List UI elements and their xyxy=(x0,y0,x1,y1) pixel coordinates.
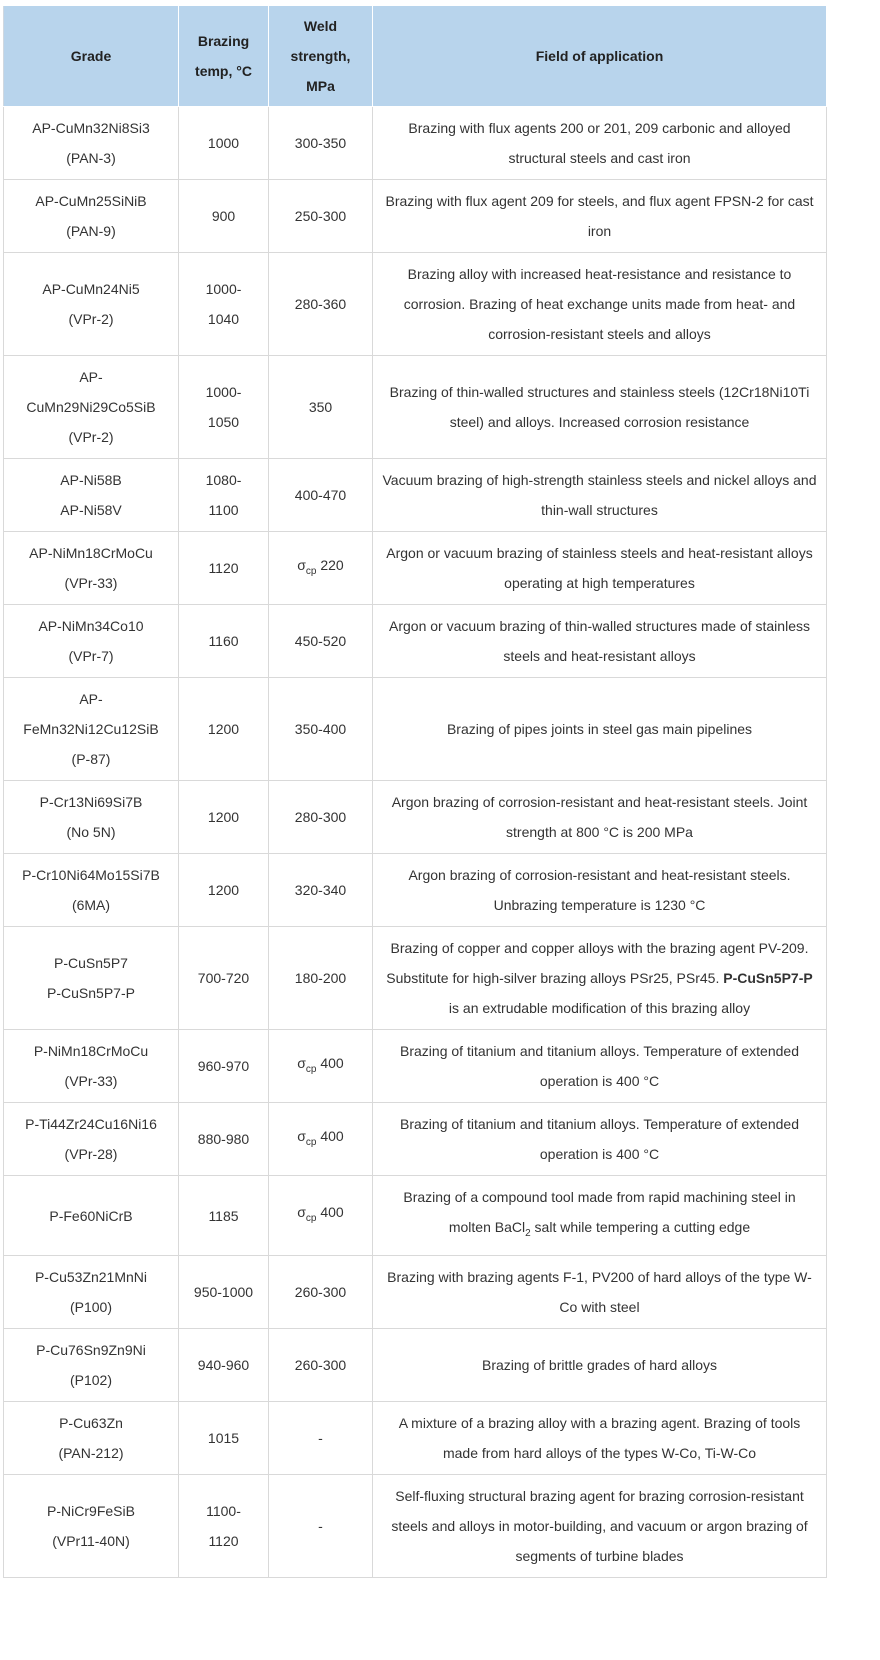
grade-line: AP-Ni58B xyxy=(60,472,122,488)
cell-weld-strength xyxy=(269,1329,373,1402)
grade-line: (P102) xyxy=(69,1372,113,1388)
cell-field-of-application xyxy=(373,1256,827,1329)
cell-field-of-application xyxy=(373,356,827,459)
grade-line: (P-87) xyxy=(71,751,111,767)
grade-line: P-NiCr9FeSiB xyxy=(47,1503,135,1519)
cell-weld-strength xyxy=(269,356,373,459)
cell-brazing-temp xyxy=(179,1176,269,1256)
cell-weld-strength xyxy=(269,927,373,1030)
cell-brazing-temp xyxy=(179,678,269,781)
strength-value: 260-300 xyxy=(294,1284,347,1300)
grade-line: P-CuSn5P7 xyxy=(54,955,128,971)
table-row xyxy=(4,356,827,459)
cell-brazing-temp xyxy=(179,781,269,854)
grade-line: AP-NiMn18CrMoCu xyxy=(29,545,153,561)
temp-line: 1120 xyxy=(208,1533,239,1549)
column-header-brazing-temp: Brazing temp, °C xyxy=(179,6,269,107)
grade-line: AP-NiMn34Co10 xyxy=(38,618,144,634)
column-header-field-of-application: Field of application xyxy=(373,6,827,107)
temp-line: 1000- xyxy=(205,384,242,400)
sigma-symbol: σ xyxy=(297,1127,306,1144)
cell-weld-strength xyxy=(269,1256,373,1329)
field-subscript: 2 xyxy=(525,1228,531,1239)
cell-brazing-temp xyxy=(179,180,269,253)
cell-brazing-temp xyxy=(179,1103,269,1176)
cell-field-of-application xyxy=(373,1475,827,1578)
table-body xyxy=(4,107,827,1578)
sigma-subscript: cp xyxy=(305,1063,317,1075)
temp-line: 1080- xyxy=(205,472,242,488)
grade-line: P-Fe60NiCrB xyxy=(49,1207,133,1224)
cell-brazing-temp xyxy=(179,927,269,1030)
cell-brazing-temp xyxy=(179,1402,269,1475)
cell-brazing-temp xyxy=(179,107,269,180)
cell-grade xyxy=(4,107,179,180)
cell-weld-strength xyxy=(269,459,373,532)
grade-line: (VPr-2) xyxy=(68,429,114,445)
cell-brazing-temp xyxy=(179,854,269,927)
strength-value: 400 xyxy=(320,1127,344,1144)
temp-line: 900 xyxy=(211,208,236,224)
cell-grade xyxy=(4,1475,179,1578)
strength-value: 220 xyxy=(320,556,344,573)
grade-line: P-Cu53Zn21MnNi xyxy=(34,1269,148,1285)
cell-field-of-application xyxy=(373,253,827,356)
temp-line: 940-960 xyxy=(197,1357,250,1373)
cell-grade xyxy=(4,459,179,532)
table-row xyxy=(4,1329,827,1402)
table-row xyxy=(4,107,827,180)
sigma-subscript: cp xyxy=(305,565,317,577)
field-text-tail: is an extrudable modification of this brazing alloy xyxy=(448,1000,751,1016)
strength-value: 320-340 xyxy=(294,882,347,898)
grade-line: (6MA) xyxy=(71,897,111,913)
temp-line: 1000- xyxy=(205,281,242,297)
cell-grade xyxy=(4,678,179,781)
table-row xyxy=(4,927,827,1030)
cell-grade xyxy=(4,854,179,927)
temp-line: 1050 xyxy=(207,414,240,430)
grade-line: (PAN-9) xyxy=(66,223,116,239)
strength-value: 400 xyxy=(320,1204,344,1220)
cell-weld-strength xyxy=(269,1030,373,1103)
grade-line: (PAN-3) xyxy=(66,150,116,166)
grade-line: P-Ti44Zr24Cu16Ni16 xyxy=(25,1116,157,1132)
temp-line: 1200 xyxy=(207,809,240,825)
cell-grade xyxy=(4,927,179,1030)
cell-field-of-application xyxy=(373,678,827,781)
cell-field-of-application xyxy=(373,1402,827,1475)
table-row xyxy=(4,1176,827,1256)
sigma-subscript: cp xyxy=(305,1213,317,1224)
field-text: Vacuum brazing of high-strength stainless steels and nickel alloys and thin-wall structures xyxy=(382,472,817,518)
grade-line: AP-CuMn32Ni8Si3 xyxy=(32,120,150,136)
strength-value: 350 xyxy=(308,399,333,415)
cell-grade xyxy=(4,1329,179,1402)
field-text: Brazing with flux agent 209 for steels, and flux agent FPSN-2 for cast iron xyxy=(385,193,814,239)
cell-weld-strength xyxy=(269,253,373,356)
cell-grade xyxy=(4,253,179,356)
table-row xyxy=(4,678,827,781)
column-header-weld-strength: Weld strength, MPa xyxy=(269,6,373,107)
table-row xyxy=(4,1030,827,1103)
grade-line: (VPr-33) xyxy=(64,1073,118,1089)
table-header-row xyxy=(4,6,827,107)
field-text: Brazing of a compound tool made from rapid machining steel in molten BaCl xyxy=(403,1189,796,1235)
field-text: Brazing alloy with increased heat-resistance and resistance to corrosion. Brazing of heat exchange units made from heat- and corrosion-resistant steels and alloys xyxy=(403,266,796,342)
cell-field-of-application xyxy=(373,180,827,253)
field-text: Argon or vacuum brazing of thin-walled structures made of stainless steels and heat-resistant alloys xyxy=(389,618,810,664)
strength-value: - xyxy=(318,1430,323,1446)
cell-brazing-temp xyxy=(179,356,269,459)
grade-line: P-NiMn18CrMoCu xyxy=(33,1043,149,1059)
brazing-alloys-table-container xyxy=(3,5,826,1578)
field-text: Brazing of pipes joints in steel gas main pipelines xyxy=(446,721,753,737)
cell-weld-strength xyxy=(269,605,373,678)
temp-line: 1040 xyxy=(207,311,240,327)
strength-value: 450-520 xyxy=(294,633,347,649)
cell-brazing-temp xyxy=(179,1329,269,1402)
grade-line: (VPr-7) xyxy=(68,648,114,664)
field-text: Argon brazing of corrosion-resistant and heat-resistant steels. Unbrazing temperature is 1230 °C xyxy=(408,867,791,913)
grade-line: (VPr-28) xyxy=(64,1146,118,1162)
grade-line: (VPr-2) xyxy=(68,311,114,327)
field-text: Brazing of thin-walled structures and stainless steels (12Cr18Ni10Ti steel) and alloys. Increased corrosion resistance xyxy=(389,384,810,430)
grade-line: (VPr-33) xyxy=(64,575,118,591)
cell-grade xyxy=(4,1103,179,1176)
cell-field-of-application xyxy=(373,1329,827,1402)
temp-line: 1185 xyxy=(208,1207,239,1224)
grade-line: P-Cr13Ni69Si7B xyxy=(39,794,143,810)
field-text: Brazing of titanium and titanium alloys. Temperature of extended operation is 400 °C xyxy=(400,1043,799,1089)
cell-grade xyxy=(4,532,179,605)
grade-line: (VPr11-40N) xyxy=(52,1533,130,1549)
cell-field-of-application xyxy=(373,532,827,605)
strength-value: 280-360 xyxy=(294,296,347,312)
temp-line: 1200 xyxy=(207,721,240,737)
grade-line: P-Cu63Zn xyxy=(59,1415,123,1431)
cell-brazing-temp xyxy=(179,459,269,532)
table-row xyxy=(4,459,827,532)
cell-grade xyxy=(4,356,179,459)
grade-line: FeMn32Ni12Cu12SiB xyxy=(23,721,159,737)
grade-line: AP-CuMn25SiNiB xyxy=(35,193,147,209)
field-text: A mixture of a brazing alloy with a brazing agent. Brazing of tools made from hard alloys of the types W-Co, Ti-W-Co xyxy=(398,1415,801,1461)
table-row xyxy=(4,605,827,678)
strength-value: - xyxy=(318,1518,323,1534)
temp-line: 1015 xyxy=(207,1430,240,1446)
field-text: Brazing of titanium and titanium alloys. Temperature of extended operation is 400 °C xyxy=(400,1116,799,1162)
temp-line: 950-1000 xyxy=(193,1284,254,1300)
cell-grade xyxy=(4,1256,179,1329)
temp-line: 1200 xyxy=(207,882,240,898)
table-row xyxy=(4,1256,827,1329)
table-row xyxy=(4,1103,827,1176)
grade-line: CuMn29Ni29Co5SiB xyxy=(26,399,156,415)
grade-line: AP-CuMn24Ni5 xyxy=(42,281,140,297)
strength-value: 180-200 xyxy=(294,970,347,986)
cell-brazing-temp xyxy=(179,1475,269,1578)
temp-line: 960-970 xyxy=(197,1058,250,1074)
cell-weld-strength xyxy=(269,107,373,180)
strength-value: 280-300 xyxy=(294,809,347,825)
strength-value: 400-470 xyxy=(294,487,347,503)
cell-brazing-temp xyxy=(179,253,269,356)
table-row xyxy=(4,180,827,253)
grade-line: AP- xyxy=(79,691,103,707)
field-text: Self-fluxing structural brazing agent for brazing corrosion-resistant steels and alloys in motor-building, and vacuum or argon brazing of segments of turbine blades xyxy=(391,1488,808,1564)
cell-grade xyxy=(4,605,179,678)
table-row xyxy=(4,253,827,356)
cell-field-of-application xyxy=(373,1103,827,1176)
cell-field-of-application xyxy=(373,927,827,1030)
cell-weld-strength xyxy=(269,854,373,927)
cell-grade xyxy=(4,1030,179,1103)
sigma-symbol: σ xyxy=(297,556,306,573)
cell-weld-strength xyxy=(269,180,373,253)
table-row xyxy=(4,532,827,605)
cell-field-of-application xyxy=(373,1030,827,1103)
cell-field-of-application xyxy=(373,854,827,927)
strength-value: 250-300 xyxy=(294,208,347,224)
grade-line: P-CuSn5P7-P xyxy=(47,985,135,1001)
cell-brazing-temp xyxy=(179,1256,269,1329)
field-bold-text: P-CuSn5P7-P xyxy=(723,970,813,986)
field-text: Brazing of brittle grades of hard alloys xyxy=(481,1357,717,1373)
field-text: Argon or vacuum brazing of stainless steels and heat-resistant alloys operating at high temperatures xyxy=(386,545,813,591)
temp-line: 700-720 xyxy=(197,970,250,986)
grade-line: P-Cu76Sn9Zn9Ni xyxy=(36,1342,146,1358)
grade-line: P-Cr10Ni64Mo15Si7B xyxy=(22,867,160,883)
cell-weld-strength xyxy=(269,1475,373,1578)
strength-value: 300-350 xyxy=(294,135,347,151)
brazing-alloys-table xyxy=(3,5,827,1578)
strength-value: 350-400 xyxy=(294,721,347,737)
cell-brazing-temp xyxy=(179,1030,269,1103)
cell-weld-strength xyxy=(269,532,373,605)
column-header-grade: Grade xyxy=(4,6,179,107)
temp-line: 880-980 xyxy=(197,1131,250,1147)
cell-grade xyxy=(4,781,179,854)
cell-grade xyxy=(4,180,179,253)
field-text: Brazing of copper and copper alloys with the brazing agent PV-209. Substitute for high-silver brazing alloys PSr25, PSr45. xyxy=(386,940,809,986)
cell-grade xyxy=(4,1402,179,1475)
strength-value: 260-300 xyxy=(294,1357,347,1373)
cell-brazing-temp xyxy=(179,532,269,605)
cell-weld-strength xyxy=(269,781,373,854)
cell-brazing-temp xyxy=(179,605,269,678)
sigma-symbol: σ xyxy=(297,1204,306,1220)
sigma-subscript: cp xyxy=(305,1136,317,1148)
cell-weld-strength xyxy=(269,1402,373,1475)
cell-weld-strength xyxy=(269,1176,373,1256)
grade-line: AP-Ni58V xyxy=(60,502,122,518)
cell-field-of-application xyxy=(373,107,827,180)
table-row xyxy=(4,1402,827,1475)
cell-weld-strength xyxy=(269,678,373,781)
temp-line: 1000 xyxy=(207,135,240,151)
cell-weld-strength xyxy=(269,1103,373,1176)
strength-value: 400 xyxy=(320,1054,344,1071)
field-text: Argon brazing of corrosion-resistant and heat-resistant steels. Joint strength at 800 °C is 200 MPa xyxy=(391,794,808,840)
temp-line: 1120 xyxy=(208,560,239,576)
table-row xyxy=(4,1475,827,1578)
grade-line: AP- xyxy=(79,369,103,385)
grade-line: (PAN-212) xyxy=(58,1445,124,1461)
field-text: Brazing with brazing agents F-1, PV200 of hard alloys of the type W-Co with steel xyxy=(387,1269,812,1315)
grade-line: (No 5N) xyxy=(66,824,116,840)
grade-line: (P100) xyxy=(69,1299,113,1315)
cell-field-of-application xyxy=(373,781,827,854)
cell-field-of-application xyxy=(373,605,827,678)
table-row xyxy=(4,781,827,854)
temp-line: 1160 xyxy=(208,633,239,649)
cell-grade xyxy=(4,1176,179,1256)
sigma-symbol: σ xyxy=(297,1054,306,1071)
table-row xyxy=(4,854,827,927)
cell-field-of-application xyxy=(373,459,827,532)
temp-line: 1100- xyxy=(206,1503,241,1519)
field-text: Brazing with flux agents 200 or 201, 209 carbonic and alloyed structural steels and cast iron xyxy=(408,120,791,166)
field-text-tail: salt while tempering a cutting edge xyxy=(530,1219,751,1235)
cell-field-of-application xyxy=(373,1176,827,1256)
temp-line: 1100 xyxy=(208,502,239,518)
